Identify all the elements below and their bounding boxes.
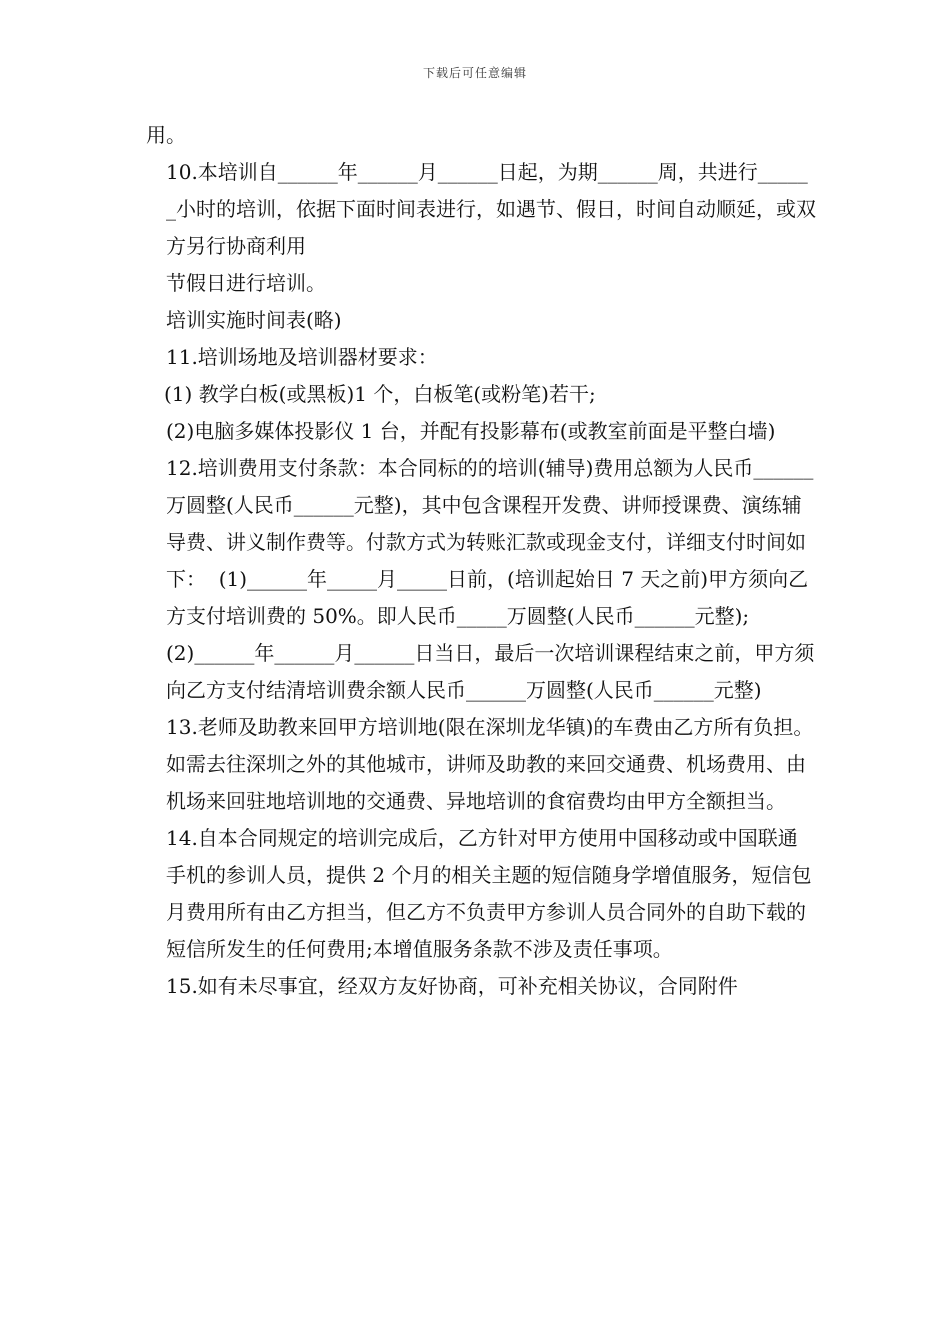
clause-14: 14.自本合同规定的培训完成后，乙方针对甲方使用中国移动或中国联通手机的参训人员，提供 2 个月的相关主题的短信随身学增值服务，短信包月费用所有由乙方担当，但乙方不负责甲方参训人员合同外的自助下载的短信所发生的任何费用;本增值服务条款不涉及责任事项。 [166,826,812,961]
page-header: 下载后可任意编辑 [422,66,527,80]
clause-10: 10.本培训自______年______月______日起，为期______周，共进行______小时的培训，依据下面时间表进行，如遇节、假日，时间自动顺延，或双方另行协商利用 [166,160,816,258]
clause-13: 13.老师及助教来回甲方培训地(限在深圳龙华镇)的车费由乙方所有负担。如需去往深圳之外的其他城市，讲师及助教的来回交通费、机场费用、由机场来回驻地培训地的交通费、异地培训的食宿费均由甲方全额担当。 [166,715,814,813]
clause-11: 11.培训场地及培训器材要求： [166,345,438,369]
clause-10-continued: 节假日进行培训。 [166,271,326,295]
clause-11-item-1: (1) 教学白板(或黑板)1 个，白板笔(或粉笔)若干; [164,382,596,406]
clause-11-item-2: (2)电脑多媒体投影仪 1 台，并配有投影幕布(或教室前面是平整白墙) [166,419,776,443]
paragraph-continuation: 用。 [146,123,186,147]
clause-12-item-2: (2)______年______月______日当日，最后一次培训课程结束之前，甲方须向乙方支付结清培训费余额人民币______万圆整(人民币______元整) [166,641,815,702]
clause-12: 12.培训费用支付条款：本合同标的的培训(辅导)费用总额为人民币______万圆整(人民币______元整)，其中包含课程开发费、讲师授课费、演练辅导费、讲义制作费等。付款方式为转账汇款或现金支付，详细支付时间如下： (1)______年_____月_____日前，(培训起始日 7 天之前)甲方须向乙方支付培训费的 50%。即人民币_____万圆整(人民币______元整); [166,456,814,628]
clause-15: 15.如有未尽事宜，经双方友好协商，可补充相关协议，合同附件 [166,974,738,998]
schedule-note: 培训实施时间表(略) [166,308,342,332]
document-body [146,117,816,1005]
